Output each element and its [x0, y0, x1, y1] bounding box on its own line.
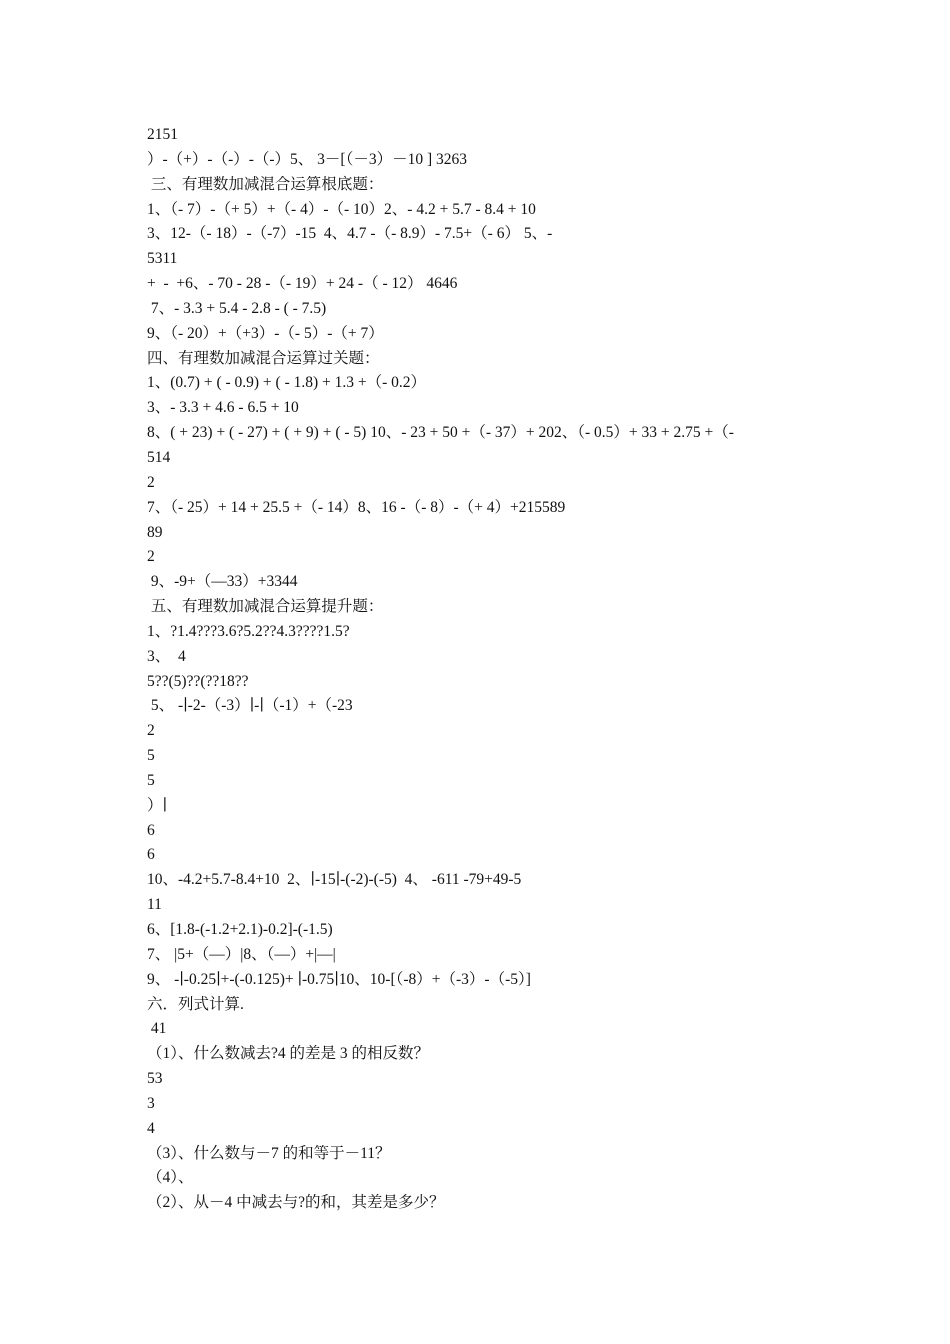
text-line: 1、（- 7）-（+ 5）+（- 4）-（- 10）2、- 4.2 + 5.7 - 8.4 + 10	[147, 200, 536, 218]
section-heading: 三、有理数加减混合运算根底题：	[147, 175, 384, 193]
text-line: 11	[147, 896, 162, 914]
text-line: 53	[147, 1070, 163, 1088]
question-line: （3）、什么数与－7 的和等于－11？	[147, 1144, 391, 1162]
text-line: 7、 |5+（—）|8、（—）+|—|	[147, 945, 336, 963]
section-heading: 六．列式计算.	[147, 995, 244, 1013]
text-line: 2151	[147, 126, 178, 143]
text-line: 10、-4.2+5.7-8.4+10 2、∣-15∣-(-2)-(-5) 4、 -611 -79+49-5	[147, 871, 522, 889]
text-line: ）∣	[147, 796, 168, 814]
text-line: 9、-9+（—33）+3344	[147, 573, 298, 591]
question-line: （2）、从－4 中减去与?的和，其差是多少？	[147, 1194, 445, 1212]
text-line: 89	[147, 523, 163, 541]
text-line: 5311	[147, 250, 178, 268]
text-line: 41	[147, 1020, 167, 1038]
text-line: 4	[147, 1119, 155, 1137]
text-line: 3、12-（- 18）-（-7）-15 4、4.7 -（- 8.9）- 7.5+（- 6） 5、-	[147, 225, 553, 243]
text-line: 6	[147, 846, 155, 864]
text-line: 1、?1.4???3.6?5.2??4.3????1.5?	[147, 622, 350, 640]
text-line: ）-（+）-（-）-（-）5、 3－[（－3）－10 ] 3263	[147, 150, 467, 168]
text-line: 3	[147, 1094, 155, 1112]
section-heading: 四、有理数加减混合运算过关题：	[147, 349, 380, 367]
text-line: 2	[147, 473, 155, 491]
text-line: 2	[147, 722, 155, 740]
question-line: （4）、	[147, 1169, 194, 1187]
text-line: 9、（- 20）+（+3）-（- 5）-（+ 7）	[147, 324, 384, 342]
question-line: （1）、什么数减去?4 的差是 3 的相反数？	[147, 1045, 430, 1063]
section-heading: 五、有理数加减混合运算提升题：	[147, 598, 384, 616]
text-line: 3、- 3.3 + 4.6 - 6.5 + 10	[147, 399, 299, 417]
text-line: 5	[147, 747, 155, 765]
text-line: 8、( + 23) + ( - 27) + ( + 9) + ( - 5) 10、- 23 + 50 +（- 37）+ 202、（- 0.5）+ 33 + 2.75 +（-	[147, 424, 734, 442]
text-line: 6、[1.8-(-1.2+2.1)-0.2]-(-1.5)	[147, 921, 333, 938]
text-line: + - +6、- 70 - 28 -（- 19）+ 24 -（ - 12） 4646	[147, 275, 458, 293]
text-line: 7、- 3.3 + 5.4 - 2.8 - ( - 7.5)	[147, 299, 327, 317]
text-line: 9、 -∣-0.25∣+-(-0.125)+ ∣-0.75∣10、10-[（-8）+（-3）-（-5）]	[147, 970, 531, 988]
text-line: 1、(0.7) + ( - 0.9) + ( - 1.8) + 1.3 +（- 0.2）	[147, 374, 427, 392]
text-line: 5	[147, 771, 155, 789]
text-line: 514	[147, 448, 171, 466]
document-body	[147, 123, 827, 1216]
text-line: 7、（- 25）+ 14 + 25.5 +（- 14）8、16 -（- 8）-（+ 4）+215589	[147, 498, 566, 516]
text-line: 5、 -∣-2-（-3）∣-∣（-1）+（-23	[147, 697, 353, 715]
text-line: 3、 4	[147, 647, 186, 665]
text-line: 2	[147, 548, 155, 566]
text-line: 5??(5)??(??18??	[147, 672, 249, 690]
text-line: 6	[147, 821, 155, 839]
